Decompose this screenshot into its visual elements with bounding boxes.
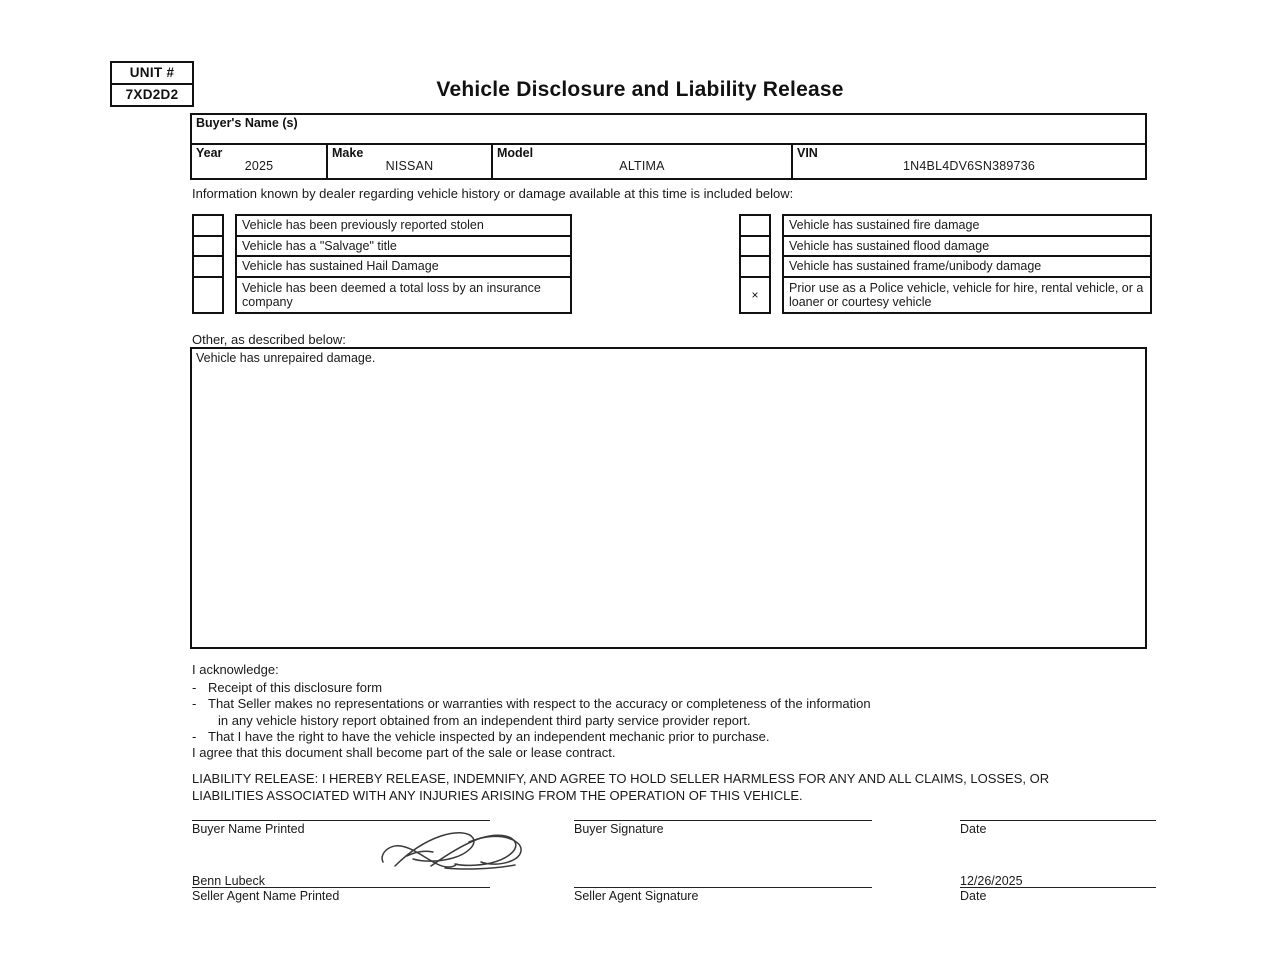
year-label: Year	[196, 146, 223, 160]
buyer-name-row	[192, 115, 1145, 145]
bullet-dash: -	[192, 679, 197, 695]
disclosure-label: Vehicle has been previously reported stolen	[235, 214, 572, 237]
seller-agent-name-value[interactable]: Benn Lubeck	[192, 874, 265, 888]
disclosure-row	[192, 276, 572, 314]
date-caption-top: Date	[960, 822, 987, 836]
vin-label: VIN	[797, 146, 818, 160]
spacer	[574, 837, 872, 862]
make-value: NISSAN	[385, 159, 434, 173]
unit-number-label: UNIT #	[112, 63, 192, 85]
buyer-name-printed-caption: Buyer Name Printed	[192, 822, 305, 836]
other-section-label: Other, as described below:	[192, 332, 346, 347]
page-title: Vehicle Disclosure and Liability Release	[436, 78, 844, 101]
seller-agent-name-caption: Seller Agent Name Printed	[192, 889, 340, 903]
disclosure-checkbox[interactable]	[739, 255, 771, 278]
acknowledgement-heading: I acknowledge:	[192, 662, 279, 677]
acknowledgement-item	[192, 680, 1152, 697]
acknowledgement-item-text: Receipt of this disclosure form	[208, 679, 383, 695]
make-cell[interactable]	[326, 145, 491, 178]
vin-value: 1N4BL4DV6SN389736	[903, 159, 1035, 173]
buyer-name-label: Buyer's Name (s)	[196, 116, 298, 130]
model-label: Model	[497, 146, 534, 160]
signature-column-buyer-name	[192, 820, 490, 904]
buyer-signature-caption: Buyer Signature	[574, 822, 664, 836]
signature-block	[192, 820, 1157, 903]
bullet-dash: -	[192, 729, 197, 744]
bullet-dash: -	[192, 696, 197, 711]
unit-number-value: 7XD2D2	[125, 87, 179, 102]
vehicle-info-table	[190, 113, 1147, 180]
disclosure-label: Vehicle has sustained flood damage	[782, 235, 1152, 258]
model-cell[interactable]	[491, 145, 791, 178]
spacer	[960, 837, 1156, 862]
acknowledgement-item-text: That Seller makes no representations or warranties with respect to the accuracy or completeness of the information	[208, 696, 871, 711]
disclosure-row	[739, 255, 1152, 278]
disclosure-checkbox[interactable]	[739, 214, 771, 237]
model-value: ALTIMA	[619, 159, 665, 173]
disclosure-group-right	[739, 214, 1152, 312]
seller-agent-signature-caption: Seller Agent Signature	[574, 889, 699, 903]
spacer	[192, 837, 490, 862]
date-caption-bottom: Date	[960, 889, 987, 903]
acknowledgement-block	[192, 662, 1152, 746]
disclosure-label: Vehicle has sustained Hail Damage	[235, 255, 572, 278]
vin-cell[interactable]	[791, 145, 1145, 178]
disclosure-row	[192, 214, 572, 237]
disclosure-label: Vehicle has sustained frame/unibody damage	[782, 255, 1152, 278]
acknowledgement-item-text: in any vehicle history report obtained from an independent third party service provider report.	[218, 712, 751, 728]
vehicle-details-row	[192, 145, 1145, 178]
disclosure-checkbox-checked[interactable]: ×	[739, 276, 771, 314]
seller-signature-value[interactable]	[574, 862, 872, 887]
disclosure-label: Vehicle has a "Salvage" title	[235, 235, 572, 258]
other-description-textarea[interactable]: Vehicle has unrepaired damage.	[190, 347, 1147, 649]
disclosure-row	[739, 214, 1152, 237]
disclosure-row	[192, 255, 572, 278]
disclosure-row	[739, 276, 1152, 314]
agreement-line: I agree that this document shall become part of the sale or lease contract.	[192, 745, 616, 760]
bullet-spacer	[192, 713, 208, 730]
acknowledgement-item-continuation	[192, 713, 1152, 730]
disclosure-checkbox[interactable]	[192, 235, 224, 258]
disclosure-checkbox[interactable]	[192, 214, 224, 237]
disclosure-checkbox[interactable]	[739, 235, 771, 258]
disclosure-group-left	[192, 214, 572, 312]
year-cell[interactable]	[192, 145, 326, 178]
disclosure-row	[192, 235, 572, 258]
acknowledgement-item	[192, 729, 1152, 746]
disclosure-intro-text: Information known by dealer regarding vehicle history or damage available at this time is included below:	[192, 186, 794, 201]
acknowledgement-item-text: That I have the right to have the vehicle inspected by an independent mechanic prior to purchase.	[208, 729, 770, 744]
disclosure-label: Vehicle has sustained fire damage	[782, 214, 1152, 237]
disclosure-row	[739, 235, 1152, 258]
buyer-name-cell[interactable]	[192, 115, 1145, 143]
disclosure-label: Prior use as a Police vehicle, vehicle for hire, rental vehicle, or a loaner or courtesy vehicle	[782, 276, 1152, 314]
acknowledgement-item	[192, 696, 1152, 713]
date-value[interactable]: 12/26/2025	[960, 874, 1023, 888]
liability-release-paragraph: LIABILITY RELEASE: I HEREBY RELEASE, INDEMNIFY, AND AGREE TO HOLD SELLER HARMLESS FOR ANY AND ALL CLAIMS, LOSSES, OR LIABILITIES ASSOCIATED WITH ANY INJURIES ARISING FROM THE OPERATION OF THIS VEHICLE.	[192, 771, 1050, 803]
disclosure-label: Vehicle has been deemed a total loss by an insurance company	[235, 276, 572, 314]
year-value: 2025	[244, 159, 274, 173]
signature-column-date	[960, 820, 1156, 904]
disclosure-checkbox[interactable]	[192, 255, 224, 278]
make-label: Make	[332, 146, 364, 160]
signature-column-signature	[574, 820, 872, 904]
disclosure-checkbox[interactable]	[192, 276, 224, 314]
